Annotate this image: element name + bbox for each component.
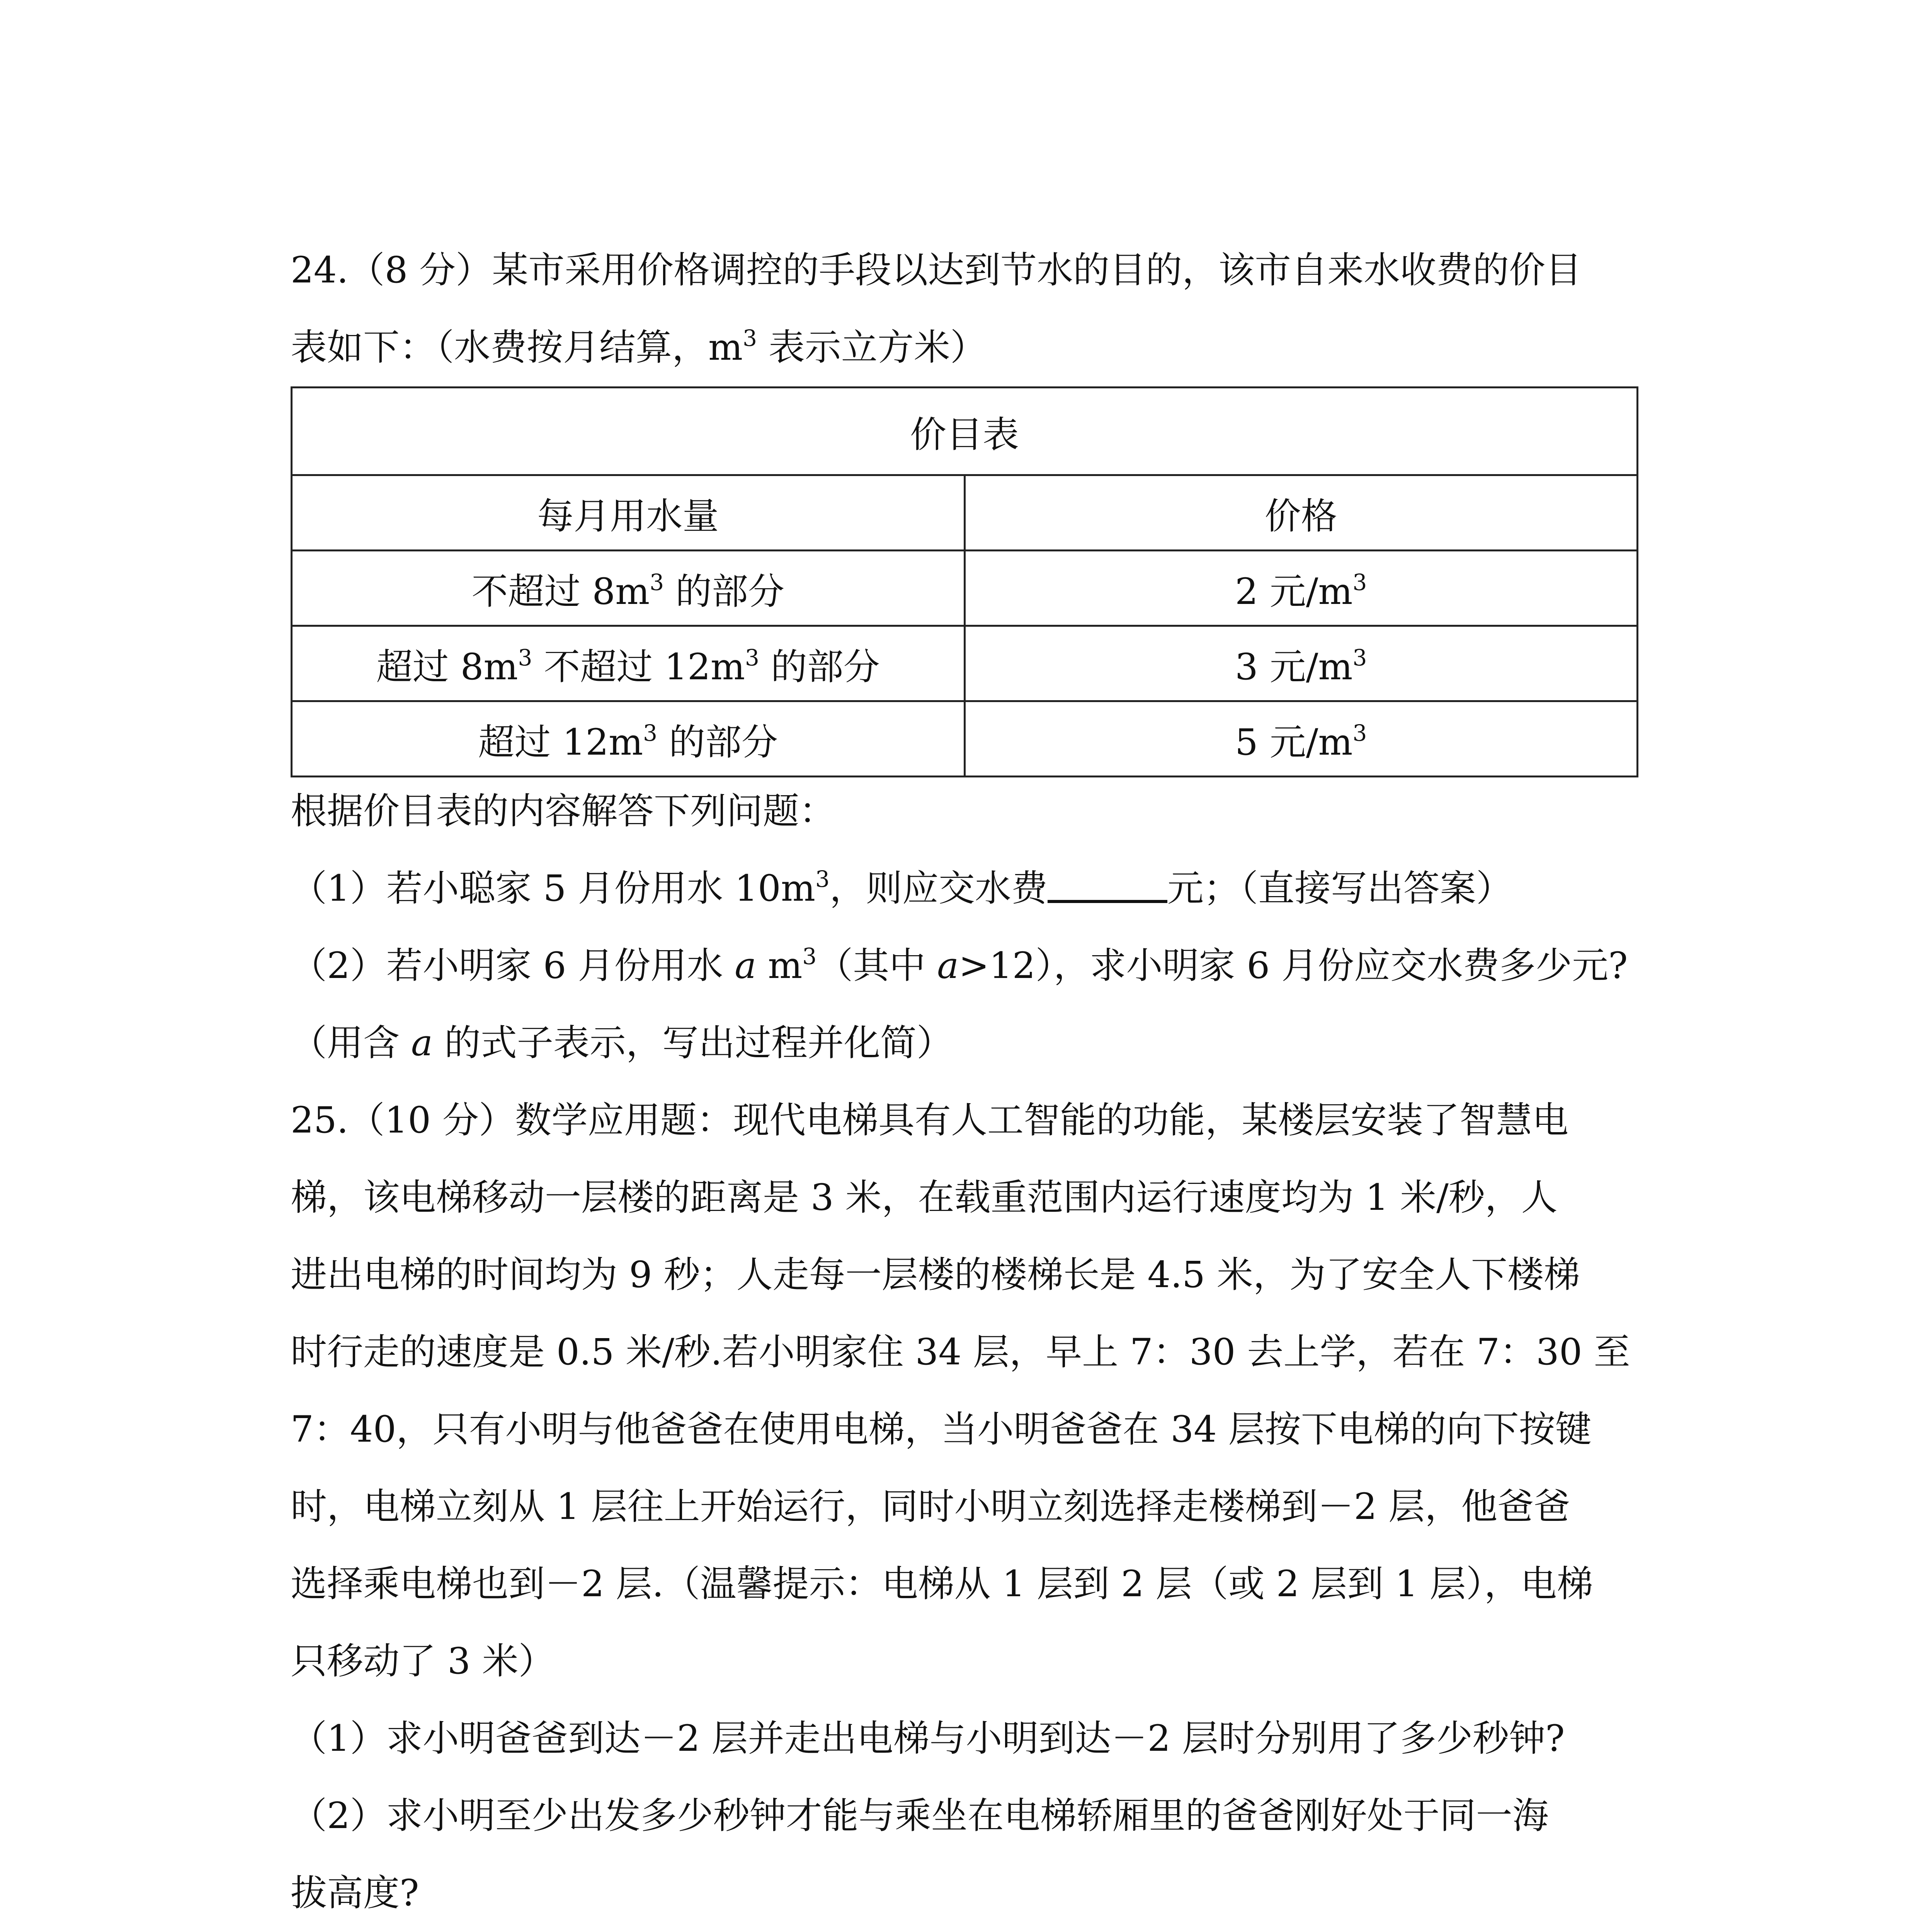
price-cell: 2 元$/m^3$: [964, 551, 1638, 626]
q25-line: 梯，该电梯移动一层楼的距离是 3 米，在载重范围内运行速度均为 1 米/秒，人: [291, 1177, 1558, 1219]
price-cell: 3 元$/m^3$: [964, 626, 1638, 701]
table-row: [292, 551, 1638, 626]
price-cell: 5 元$/m^3$: [964, 701, 1638, 777]
table-row: [292, 626, 1638, 701]
q25-line: 拔高度?: [291, 1872, 419, 1914]
q24-part2-note: （用含 a 的式子表示，写出过程并化简）: [291, 1022, 953, 1064]
q25-line: 选择乘电梯也到－2 层.（温馨提示：电梯从 1 层到 2 层（或 2 层到 1 层），电梯: [291, 1563, 1593, 1605]
q25-line: 时行走的速度是 0.5 米/秒.若小明家住 34 层，早上 7：30 去上学，若在 7：30 至: [291, 1331, 1630, 1373]
q25-part1: （1）求小明爸爸到达－2 层并走出电梯与小明到达－2 层时分别用了多少秒钟?: [291, 1718, 1565, 1760]
q24-intro: 根据价目表的内容解答下列问题：: [291, 790, 836, 832]
price-table-header-usage: 每月用水量: [292, 475, 965, 551]
q24-part1: （1）若小聪家 5 月份用水 $10m^3$，则应交水费 元；（直接写出答案）: [291, 866, 1512, 910]
q25-line: 7：40，只有小明与他爸爸在使用电梯，当小明爸爸在 34 层按下电梯的向下按键: [291, 1408, 1592, 1451]
q24-line1: 24.（8 分）某市采用价格调控的手段以达到节水的目的，该市自来水收费的价目: [291, 249, 1582, 291]
q24-line2: 表如下：（水费按月结算，$m^3$ 表示立方米）: [291, 325, 987, 369]
q25-part2: （2）求小明至少出发多少秒钟才能与乘坐在电梯轿厢里的爸爸刚好处于同一海: [291, 1795, 1549, 1837]
price-table-header-price: 价格: [964, 475, 1638, 551]
usage-cell: 超过 $12m^3$ 的部分: [292, 701, 965, 777]
usage-cell: 不超过 $8m^3$ 的部分: [292, 551, 965, 626]
price-table-title: 价目表: [292, 388, 1638, 475]
price-table: [291, 386, 1638, 777]
usage-cell: 超过 $8m^3$ 不超过 $12m^3$ 的部分: [292, 626, 965, 701]
q25-line: 进出电梯的时间均为 9 秒；人走每一层楼的楼梯长是 4.5 米，为了安全人下楼梯: [291, 1254, 1580, 1296]
q25-line: 只移动了 3 米）: [291, 1640, 555, 1682]
q25-line: 时，电梯立刻从 1 层往上开始运行，同时小明立刻选择走楼梯到－2 层，他爸爸: [291, 1486, 1570, 1528]
q24-part2: （2）若小明家 6 月份用水 a $m^3$（其中 a>12），求小明家 6 月份应交水费多少元?: [291, 943, 1628, 987]
q25-line: 25.（10 分）数学应用题：现代电梯具有人工智能的功能，某楼层安装了智慧电: [291, 1099, 1568, 1141]
table-row: [292, 701, 1638, 777]
answer-blank[interactable]: [1048, 869, 1167, 903]
